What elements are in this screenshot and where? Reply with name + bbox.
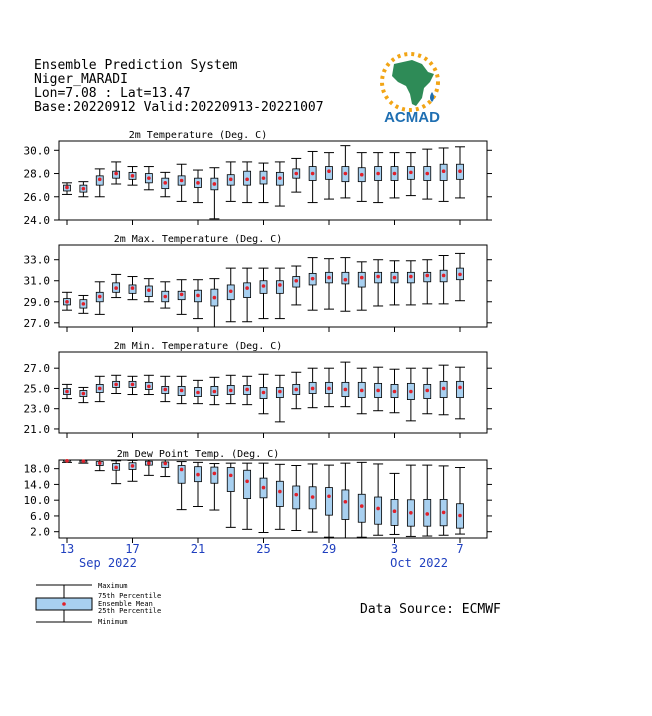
mean-marker — [213, 390, 217, 394]
box-day-5 — [128, 167, 138, 186]
x-tick-label: 13 — [59, 542, 75, 556]
box-day-14 — [275, 375, 285, 422]
box-day-16 — [308, 464, 318, 532]
box-day-14 — [275, 268, 285, 318]
box-day-4 — [111, 162, 121, 184]
box-day-20 — [373, 367, 383, 411]
box-day-7 — [160, 282, 170, 308]
legend-p25: 25th Percentile — [98, 607, 162, 615]
mean-marker — [98, 461, 102, 465]
box-day-16 — [308, 151, 318, 202]
mean-marker — [163, 295, 167, 299]
box-day-3 — [95, 460, 105, 471]
box-day-9 — [193, 462, 203, 506]
header-location: Niger_MARADI — [34, 72, 128, 87]
panel-3 — [24, 341, 493, 438]
box-day-15 — [291, 466, 301, 531]
mean-marker — [311, 172, 315, 176]
box-day-17 — [324, 153, 334, 199]
mean-marker — [376, 275, 380, 279]
mean-marker — [344, 278, 348, 282]
x-tick-label: 3 — [390, 542, 399, 556]
mean-marker — [327, 169, 331, 173]
box-day-19 — [357, 262, 367, 310]
box-day-9 — [193, 380, 203, 403]
mean-marker — [409, 390, 413, 394]
mean-marker — [409, 171, 413, 175]
mean-marker — [360, 276, 364, 280]
box-day-20 — [373, 464, 383, 535]
y-tick-label: 30.0 — [23, 144, 50, 158]
x-month-label: Sep 2022 — [79, 556, 137, 570]
mean-marker — [229, 474, 233, 478]
mean-marker — [262, 284, 266, 288]
box-day-7 — [160, 172, 170, 196]
y-tick-label: 2.0 — [30, 525, 50, 539]
mean-marker — [147, 288, 151, 292]
iqr-box — [358, 494, 365, 522]
mean-marker — [163, 181, 167, 185]
panel-4 — [24, 449, 493, 543]
box-day-5 — [128, 460, 138, 481]
mean-marker — [360, 389, 364, 393]
box-day-14 — [275, 162, 285, 206]
box-day-5 — [128, 277, 138, 300]
mean-marker — [229, 289, 233, 293]
panel-title: 2m Min. Temperature (Deg. C) — [113, 341, 283, 352]
mean-marker — [65, 300, 69, 304]
iqr-box — [244, 283, 251, 298]
logo-text: ACMAD — [384, 109, 440, 126]
mean-marker — [262, 391, 266, 395]
legend — [34, 582, 234, 630]
iqr-box — [293, 486, 300, 509]
mean-marker — [196, 391, 200, 395]
mean-marker — [131, 383, 135, 387]
mean-marker — [213, 472, 217, 476]
mean-marker — [65, 459, 69, 463]
legend-max: Maximum — [98, 582, 128, 590]
box-day-25 — [455, 253, 465, 300]
mean-marker — [82, 187, 86, 191]
mean-marker — [147, 176, 151, 180]
panel-frame — [59, 245, 487, 327]
y-tick-label: 14.0 — [23, 478, 50, 492]
mean-marker — [114, 383, 118, 387]
mean-marker — [262, 176, 266, 180]
mean-marker — [327, 494, 331, 498]
y-tick-label: 31.0 — [23, 274, 50, 288]
box-day-1 — [62, 183, 72, 195]
box-day-8 — [177, 164, 187, 201]
box-day-12 — [242, 162, 252, 203]
box-day-6 — [144, 460, 154, 475]
box-day-1 — [62, 384, 72, 398]
box-day-22 — [406, 465, 416, 536]
legend-mean-marker — [62, 602, 66, 606]
mean-marker — [163, 462, 167, 466]
box-day-3 — [95, 169, 105, 197]
box-day-22 — [406, 261, 416, 305]
mean-marker — [163, 388, 167, 392]
box-day-11 — [226, 375, 236, 403]
box-day-16 — [308, 258, 318, 311]
box-day-23 — [422, 149, 432, 199]
box-day-13 — [259, 163, 269, 203]
box-day-18 — [340, 463, 350, 538]
box-day-12 — [242, 463, 252, 529]
box-day-24 — [439, 256, 449, 304]
mean-marker — [393, 172, 397, 176]
mean-marker — [98, 178, 102, 182]
x-tick-label: 29 — [321, 542, 337, 556]
legend-p75: 75th Percentile — [98, 592, 162, 600]
box-day-7 — [160, 460, 170, 477]
y-tick-label: 21.0 — [23, 422, 50, 436]
y-tick-label: 27.0 — [23, 316, 50, 330]
mean-marker — [180, 468, 184, 472]
box-day-17 — [324, 368, 334, 406]
mean-marker — [131, 174, 135, 178]
data-source: Data Source: ECMWF — [360, 602, 501, 617]
mean-marker — [131, 464, 135, 468]
box-day-14 — [275, 464, 285, 529]
mean-marker — [114, 286, 118, 290]
panel-frame — [59, 352, 487, 433]
mean-marker — [294, 279, 298, 283]
box-day-18 — [340, 146, 350, 198]
mean-marker — [278, 490, 282, 494]
box-day-23 — [422, 465, 432, 536]
panel-frame — [59, 141, 487, 220]
box-day-1 — [62, 292, 72, 310]
box-day-2 — [78, 182, 88, 197]
box-day-2 — [78, 387, 88, 402]
mean-marker — [327, 387, 331, 391]
box-day-6 — [144, 375, 154, 394]
mean-marker — [425, 512, 429, 516]
box-day-20 — [373, 260, 383, 306]
box-day-12 — [242, 268, 252, 322]
mean-marker — [82, 392, 86, 396]
mean-marker — [278, 390, 282, 394]
box-day-12 — [242, 376, 252, 404]
box-day-11 — [226, 268, 236, 322]
mean-marker — [376, 172, 380, 176]
panel-frame — [59, 460, 487, 538]
x-month-label: Oct 2022 — [390, 556, 448, 570]
mean-marker — [425, 172, 429, 176]
mean-marker — [245, 286, 249, 290]
mean-marker — [82, 459, 86, 463]
mean-marker — [344, 388, 348, 392]
box-day-10 — [209, 464, 219, 510]
iqr-box — [276, 481, 283, 506]
box-day-4 — [111, 461, 121, 484]
iqr-box — [358, 272, 365, 287]
iqr-box — [375, 497, 382, 524]
mean-marker — [245, 178, 249, 182]
x-tick-label: 17 — [125, 542, 140, 556]
y-tick-label: 10.0 — [23, 494, 50, 508]
y-tick-label: 24.0 — [23, 214, 50, 227]
box-day-2 — [78, 295, 88, 313]
box-day-8 — [177, 280, 187, 315]
box-day-19 — [357, 368, 367, 414]
box-day-11 — [226, 463, 236, 527]
box-day-8 — [177, 462, 187, 510]
mean-marker — [114, 466, 118, 470]
mean-marker — [65, 186, 69, 190]
panel-title: 2m Max. Temperature (Deg. C) — [113, 234, 283, 245]
mean-marker — [278, 176, 282, 180]
mean-marker — [180, 179, 184, 183]
header-title: Ensemble Prediction System — [34, 58, 238, 73]
panel-2 — [24, 234, 493, 332]
mean-marker — [196, 294, 200, 298]
mean-marker — [294, 493, 298, 497]
mean-marker — [294, 172, 298, 176]
box-day-22 — [406, 153, 416, 196]
y-tick-label: 18.0 — [23, 462, 50, 476]
mean-marker — [196, 473, 200, 477]
box-day-17 — [324, 465, 334, 537]
header-coordinates: Lon=7.08 : Lat=13.47 — [34, 86, 191, 101]
box-day-20 — [373, 153, 383, 203]
box-day-9 — [193, 280, 203, 319]
mean-marker — [311, 277, 315, 281]
y-tick-label: 25.0 — [23, 382, 50, 396]
y-tick-label: 29.0 — [23, 295, 50, 309]
iqr-box — [227, 467, 234, 491]
mean-marker — [458, 386, 462, 390]
mean-marker — [376, 507, 380, 511]
mean-marker — [409, 275, 413, 279]
box-day-1 — [62, 459, 72, 463]
box-day-18 — [340, 258, 350, 312]
box-day-21 — [390, 369, 400, 413]
x-tick-label: 25 — [256, 542, 271, 556]
box-day-22 — [406, 368, 416, 421]
box-day-7 — [160, 376, 170, 401]
box-day-3 — [95, 282, 105, 315]
mean-marker — [344, 172, 348, 176]
box-day-10 — [209, 168, 219, 219]
box-day-16 — [308, 368, 318, 407]
legend-mean: Ensemble Mean — [98, 600, 153, 608]
mean-marker — [409, 511, 413, 515]
mean-marker — [360, 173, 364, 177]
box-day-25 — [455, 467, 465, 534]
box-day-9 — [193, 170, 203, 203]
box-day-24 — [439, 365, 449, 415]
mean-marker — [82, 302, 86, 306]
panel-1 — [24, 130, 493, 227]
mean-marker — [442, 274, 446, 278]
mean-marker — [458, 273, 462, 277]
mean-marker — [229, 389, 233, 393]
iqr-box — [244, 470, 251, 498]
mean-marker — [213, 182, 217, 186]
mean-marker — [245, 479, 249, 483]
mean-marker — [229, 178, 233, 182]
mean-marker — [245, 388, 249, 392]
mean-marker — [393, 509, 397, 513]
box-day-19 — [357, 462, 367, 537]
box-day-5 — [128, 376, 138, 394]
box-day-10 — [209, 377, 219, 404]
box-day-23 — [422, 260, 432, 304]
mean-marker — [442, 387, 446, 391]
mean-marker — [294, 388, 298, 392]
mean-marker — [393, 390, 397, 394]
iqr-box — [276, 281, 283, 294]
box-day-15 — [291, 372, 301, 408]
box-day-21 — [390, 153, 400, 198]
box-day-8 — [177, 376, 187, 403]
mean-marker — [425, 389, 429, 393]
mean-marker — [458, 169, 462, 173]
box-day-4 — [111, 375, 121, 393]
mean-marker — [344, 500, 348, 504]
box-day-15 — [291, 158, 301, 192]
y-tick-label: 28.0 — [23, 167, 50, 181]
box-day-15 — [291, 266, 301, 305]
mean-marker — [262, 486, 266, 490]
box-day-3 — [95, 376, 105, 401]
box-day-25 — [455, 147, 465, 198]
y-tick-label: 33.0 — [23, 253, 50, 267]
mean-marker — [196, 181, 200, 185]
mean-marker — [98, 295, 102, 299]
box-day-24 — [439, 466, 449, 535]
mean-marker — [98, 387, 102, 391]
x-axis-labels — [60, 542, 464, 570]
box-day-11 — [226, 162, 236, 202]
mean-marker — [278, 283, 282, 287]
mean-marker — [327, 276, 331, 280]
mean-marker — [311, 387, 315, 391]
mean-marker — [131, 286, 135, 290]
mean-marker — [442, 169, 446, 173]
mean-marker — [360, 504, 364, 508]
box-day-6 — [144, 279, 154, 302]
box-day-17 — [324, 259, 334, 309]
mean-marker — [442, 511, 446, 515]
mean-marker — [180, 293, 184, 297]
iqr-box — [342, 490, 349, 520]
mean-marker — [311, 495, 315, 499]
mean-marker — [425, 274, 429, 278]
header-dates: Base:20220912 Valid:20220913-20221007 — [34, 100, 324, 115]
mean-marker — [376, 389, 380, 393]
box-day-10 — [209, 279, 219, 327]
mean-marker — [393, 276, 397, 280]
iqr-box — [326, 488, 333, 516]
box-day-19 — [357, 153, 367, 202]
y-tick-label: 26.0 — [23, 190, 50, 204]
y-tick-label: 23.0 — [23, 402, 50, 416]
box-day-13 — [259, 268, 269, 318]
mean-marker — [213, 296, 217, 300]
mean-marker — [147, 385, 151, 389]
mean-marker — [114, 172, 118, 176]
box-day-6 — [144, 167, 154, 190]
box-day-25 — [455, 367, 465, 419]
box-day-4 — [111, 274, 121, 297]
box-day-24 — [439, 148, 449, 201]
x-tick-label: 21 — [190, 542, 206, 556]
box-day-2 — [78, 459, 88, 463]
box-day-18 — [340, 362, 350, 407]
box-day-21 — [390, 261, 400, 305]
mean-marker — [147, 461, 151, 465]
box-day-13 — [259, 374, 269, 413]
panel-title: 2m Temperature (Deg. C) — [128, 130, 268, 141]
iqr-box — [457, 381, 464, 397]
x-tick-label: 7 — [456, 542, 464, 556]
box-day-13 — [259, 463, 269, 532]
y-tick-label: 27.0 — [23, 362, 50, 376]
mean-marker — [458, 514, 462, 518]
box-day-21 — [390, 473, 400, 534]
legend-min: Minimum — [98, 618, 128, 626]
y-tick-label: 6.0 — [30, 509, 50, 523]
mean-marker — [65, 390, 69, 394]
box-day-23 — [422, 368, 432, 414]
panel-title: 2m Dew Point Temp. (Deg. C) — [116, 449, 280, 460]
mean-marker — [180, 389, 184, 393]
